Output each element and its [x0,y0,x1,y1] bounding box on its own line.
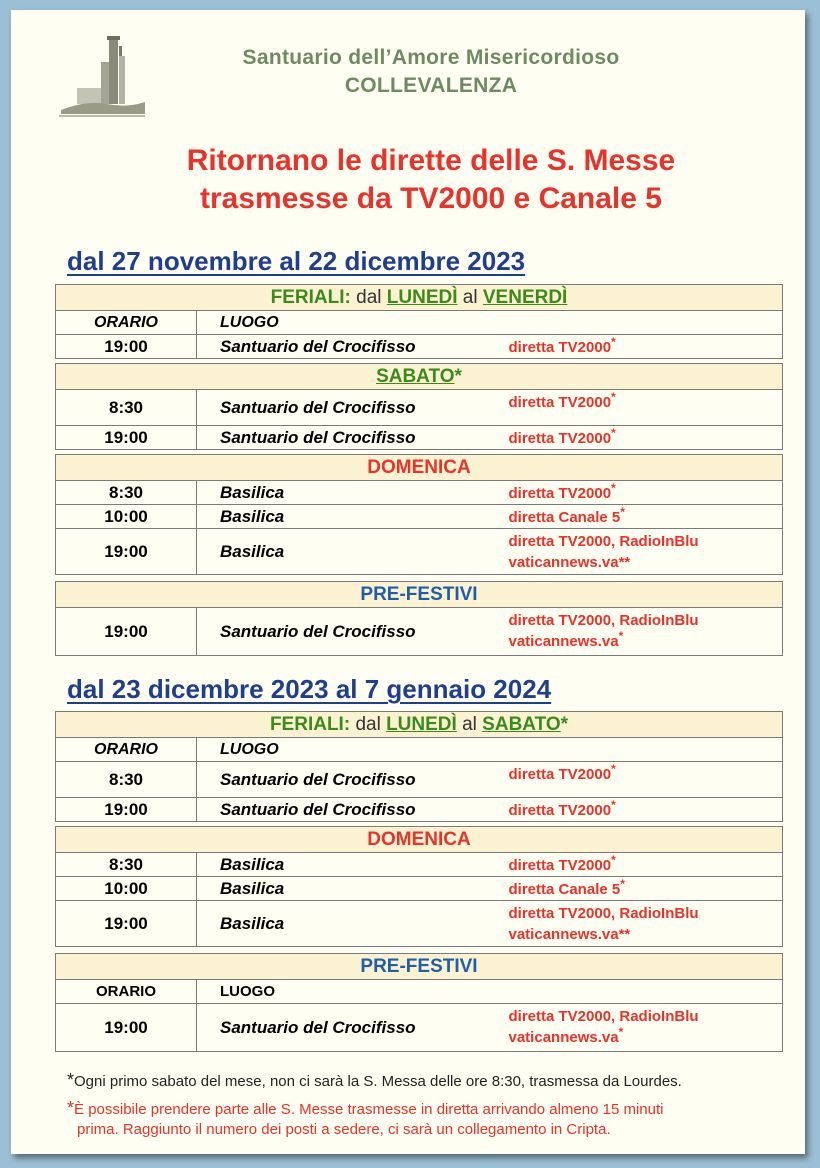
headline-line-1: Ritornano le dirette delle S. Messe [186,144,676,177]
table-row: 19:00 Santuario del Crocifisso diretta TV2000* [56,335,783,359]
period-1-title: dal 27 novembre al 22 dicembre 2023 [67,246,526,276]
table-row: 19:00 Santuario del Crocifisso diretta TV2000, RadioInBlu vaticannews.va* [56,1004,783,1052]
column-header-luogo: LUOGO [197,738,505,762]
sanctuary-location: COLLEVALENZA [344,74,518,97]
flyer-sheet [11,10,805,1154]
headline [71,142,791,218]
footnote-seating: *È possibile prendere parte alle S. Messe trasmesse in diretta arrivando almeno 15 minuti prima. Raggiunto il numero dei posti a sedere, ci sarà un collegamento in Cripta. [67,1098,664,1138]
table-row: 8:30 Santuario del Crocifisso diretta TV2000* [56,390,783,426]
section-sabato: SABATO* [56,364,783,390]
table-row: 8:30 Basilica diretta TV2000* [56,481,783,505]
table-row: 10:00 Basilica diretta Canale 5* [56,505,783,529]
section-prefestivi: PRE-FESTIVI [56,954,783,980]
table-row: 8:30 Santuario del Crocifisso diretta TV2000* [56,762,783,798]
sanctuary-tower-logo [57,32,147,118]
column-header-orario: ORARIO [56,311,197,335]
column-header-luogo: LUOGO [197,980,505,1004]
table-row: 19:00 Basilica diretta TV2000, RadioInBlu vaticannews.va** [56,529,783,575]
period-2-schedule-table [55,711,783,1052]
table-row: 19:00 Basilica diretta TV2000, RadioInBlu vaticannews.va** [56,901,783,947]
sanctuary-header [161,44,701,100]
period-1-schedule-table [55,284,783,656]
period-2-title: dal 23 dicembre 2023 al 7 gennaio 2024 [67,674,552,704]
headline-line-2: trasmesse da TV2000 e Canale 5 [200,182,662,215]
sanctuary-name: Santuario dell’Amore Misericordioso [242,46,620,69]
column-header-orario: ORARIO [56,738,197,762]
section-domenica: DOMENICA [56,455,783,481]
section-feriali: FERIALI: dal LUNEDÌ al SABATO* [56,712,783,738]
column-header-orario: ORARIO [56,980,197,1004]
table-row: 19:00 Santuario del Crocifisso diretta TV2000* [56,426,783,450]
table-row: 19:00 Santuario del Crocifisso diretta TV2000, RadioInBlu vaticannews.va* [56,608,783,656]
section-prefestivi: PRE-FESTIVI [56,582,783,608]
section-domenica: DOMENICA [56,827,783,853]
table-row: 10:00 Basilica diretta Canale 5* [56,877,783,901]
section-feriali: FERIALI: dal LUNEDÌ al VENERDÌ [56,285,783,311]
footnote-first-saturday: *Ogni primo sabato del mese, non ci sarà la S. Messa delle ore 8:30, trasmessa da Lourdes. [67,1070,682,1090]
table-row: 19:00 Santuario del Crocifisso diretta TV2000* [56,798,783,822]
table-row: 8:30 Basilica diretta TV2000* [56,853,783,877]
column-header-luogo: LUOGO [197,311,505,335]
